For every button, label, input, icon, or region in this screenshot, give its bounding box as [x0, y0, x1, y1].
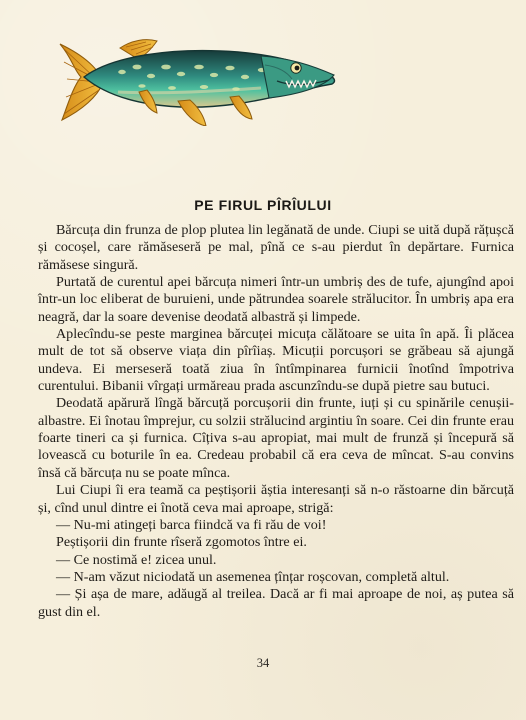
story-text — [38, 222, 514, 621]
dialog-line-3: — N-am văzut niciodată un asemenea țînțar roșcovan, completă altul. — [56, 568, 450, 585]
paragraph-2: Purtată de curentul apei bărcuța nimeri într-un umbriș des de tufe, ajungînd apoi într-un loc eliberat de buruieni, unde pătrundea soarele strălucitor. În umbriș apa era neagră, dar la soare devenise deodată albastră și limpede. — [38, 274, 514, 325]
paragraph-1: Bărcuța din frunza de plop plutea lin legănată de unde. Ciupi se uită după rățușcă și cocoșel, care rămăseseră pe mal, pînă ce s-au pierdut în depărtare. Furnica rămăsese singură. — [38, 222, 514, 273]
page-number: 34 — [256, 656, 270, 670]
dialog-line-4: — Și așa de mare, adăugă al treilea. Dacă ar fi mai aproape de noi, aș putea să gust din el. — [38, 586, 514, 620]
fish-head — [261, 56, 334, 98]
paragraph-6: Peștișorii din frunte rîseră zgomotos între ei. — [56, 534, 307, 551]
paragraph-4: Deodată apărură lîngă bărcuță porcușorii din frunte, iuți și cu spinările cenușii-albastre. Ei înotau împrejur, cu solzii strălucind argintiu în soare. Cei din frunte erau foarte tineri ca și furnica. Cîțiva s-au apropiat, mai mult de frunză și începură să lovească cu boturile în ea. Credeau probabil că era ceva de mîncat. S-au convins însă că bărcuța nu se poate mînca. — [38, 395, 514, 481]
paragraph-3: Aplecîndu-se peste marginea bărcuței micuța călătoare se uita în apă. Îi plăcea mult de tot să observe viața din pîrîiaș. Micuții porcușori se grăbeau să ajungă undeva. Ei merseseră toată ziua în întîmpinarea furnicii înotînd împotriva curentului. Bibanii vîrgați urmăreau prada ascunzîndu-se după pietre sau butuci. — [38, 326, 514, 395]
dialog-line-2: — Ce nostimă e! zicea unul. — [56, 551, 217, 568]
pike-fish-illustration — [54, 34, 339, 126]
chapter-title: PE FIRUL PÎRÎULUI — [194, 197, 332, 213]
paragraph-5: Lui Ciupi îi era teamă ca peștișorii ăștia interesanți să n-o răstoarne din bărcuță și, cînd unul dintre ei înotă ceva mai aproape, strigă: — [38, 482, 514, 516]
dialog-line-1: — Nu-mi atingeți barca fiindcă va fi rău de voi! — [56, 516, 327, 533]
